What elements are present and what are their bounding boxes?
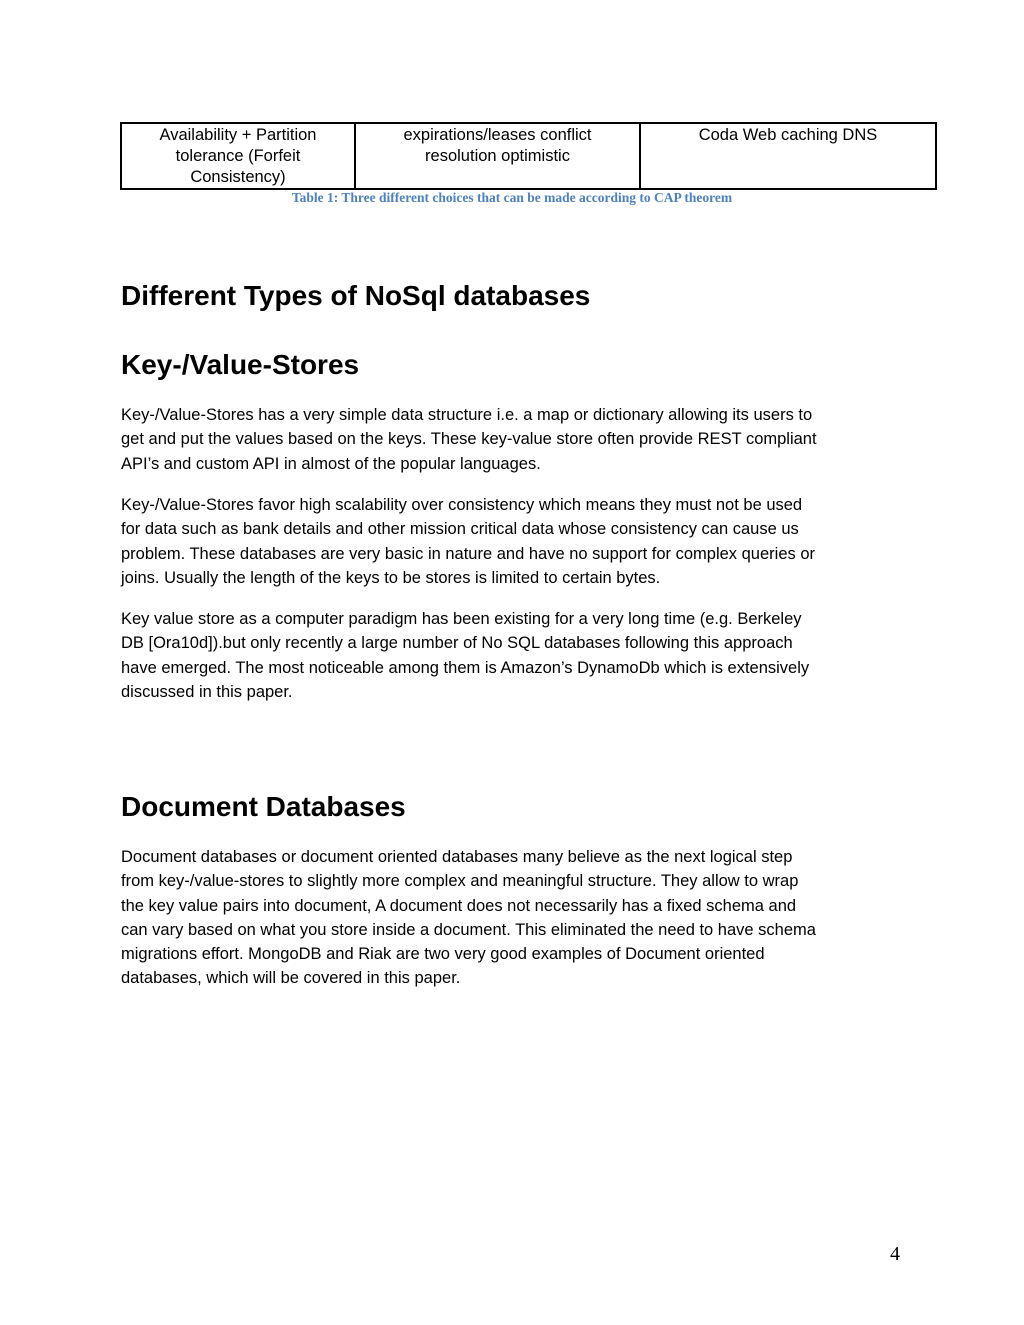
table-cell-examples [640,123,936,189]
text-line: discussed in this paper. [121,682,293,701]
table-caption: Table 1: Three different choices that can be made according to CAP theorem [291,190,733,205]
cell-line: expirations/leases conflict [403,126,592,144]
paragraph-kv-1 [121,403,911,476]
text-line: Key-/Value-Stores favor high scalability over consistency which means they must not be used [121,496,803,514]
text-line: have emerged. The most noticeable among them is Amazon’s DynamoDb which is extensively [121,658,810,677]
text-line: can vary based on what you store inside a document. This eliminated the need to have schema [121,920,816,939]
page-number: 4 [890,1243,900,1265]
text-line: API’s and custom API in almost of the popular languages. [121,454,541,473]
text-line: Key-/Value-Stores has a very simple data structure i.e. a map or dictionary allowing its users to [121,406,813,424]
text-line: the key value pairs into document, A document does not necessarily has a fixed schema and [121,896,797,915]
text-line: problem. These databases are very basic in nature and have no support for complex queries or [121,544,816,563]
paragraph-kv-3 [121,607,911,704]
cap-table [120,122,937,190]
text-line: joins. Usually the length of the keys to be stores is limited to certain bytes. [121,568,661,587]
paragraph-doc-1 [121,845,911,991]
text-line: get and put the values based on the keys. These key-value store often provide REST compliant [121,430,817,449]
text-line: databases, which will be covered in this paper. [121,969,461,988]
text-line: DB [Ora10d]).but only recently a large number of No SQL databases following this approach [121,634,793,653]
cell-line: Coda Web caching DNS [698,126,878,144]
text-line: Key value store as a computer paradigm has been existing for a very long time (e.g. Berkeley [121,610,802,628]
cell-line: Consistency) [190,168,286,186]
cell-line: Availability + Partition [159,126,317,144]
paragraph-kv-2 [121,493,911,590]
table-cell-mechanisms [355,123,640,189]
text-line: migrations effort. MongoDB and Riak are two very good examples of Document oriented [121,945,765,964]
table-cell-availability-partition [121,123,355,189]
cell-line: tolerance (Forfeit [175,147,301,165]
section-heading-document: Document Databases [121,791,406,822]
text-line: Document databases or document oriented databases many believe as the next logical step [121,848,793,866]
section-heading-key-value: Key-/Value-Stores [121,349,360,380]
section-heading-types: Different Types of NoSql databases [121,280,591,311]
table-row [121,123,936,189]
text-line: for data such as bank details and other mission critical data whose consistency can cause us [121,520,799,539]
text-line: from key-/value-stores to slightly more complex and meaningful structure. They allow to wrap [121,872,799,891]
cell-line: resolution optimistic [425,147,570,165]
